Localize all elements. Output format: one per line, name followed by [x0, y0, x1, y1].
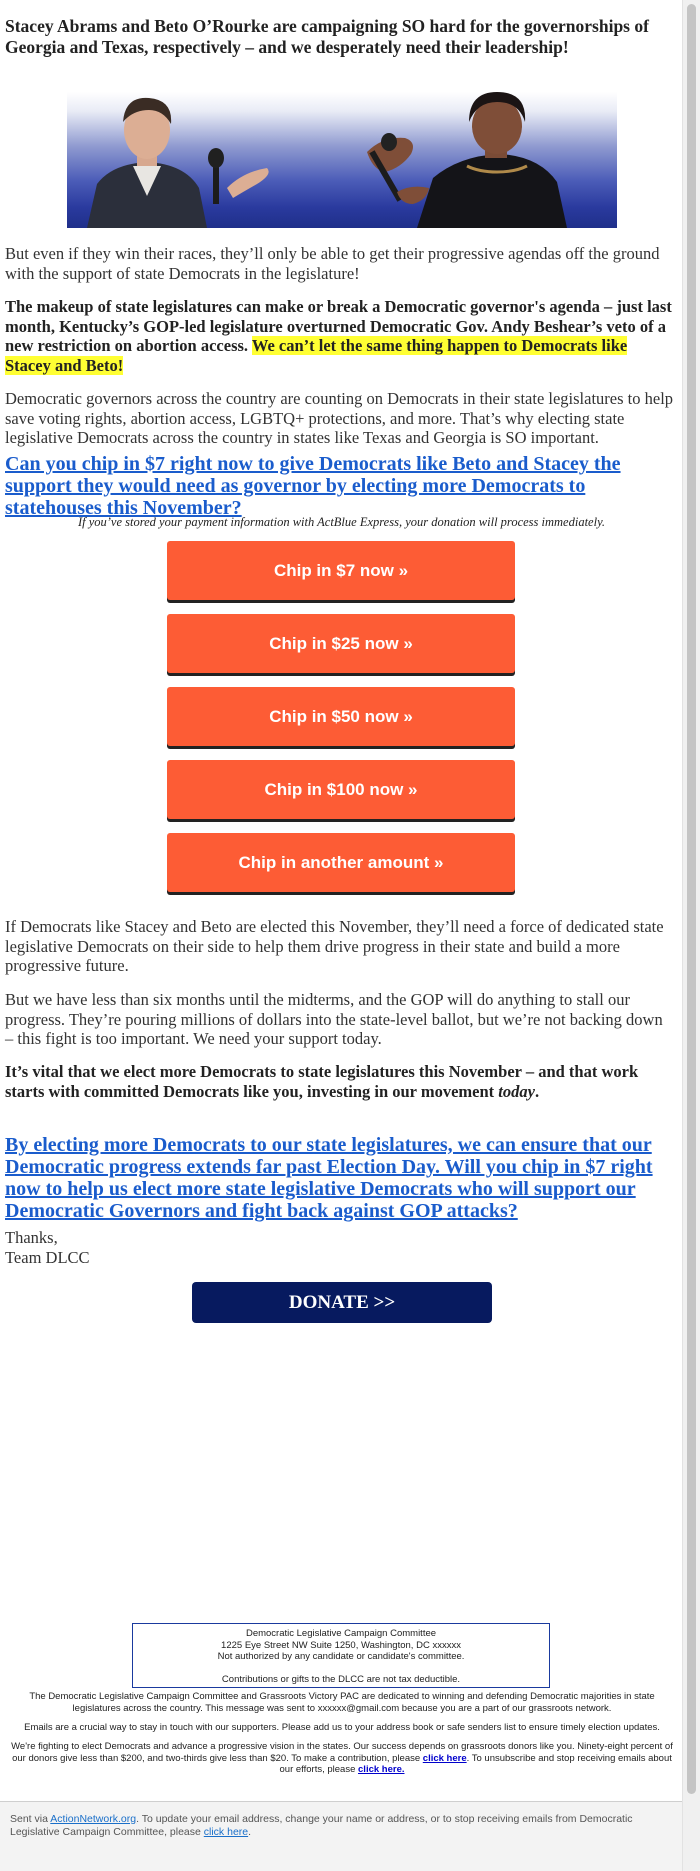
paragraph-4: If Democrats like Stacey and Beto are elected this November, they’ll need a force of dedicated state legislative Democrats on their side to help them drive progress in their state and build a more progressive future. — [5, 917, 664, 975]
footer-emails-text: Emails are a crucial way to stay in touch with our supporters. Please add us to your address book or safe senders list to ensure timely election updates. — [24, 1722, 660, 1733]
chip-50-button[interactable]: Chip in $50 now » — [167, 687, 515, 746]
footer-fighting-1: We're fighting to elect Democrats and advance a progressive vision in the states. Our success depends on grassroots donors like you. Ninety-eight percent of our donors give less than $200, and two-thirds give less than $20. To make a contribution, please — [11, 1741, 673, 1764]
update-preferences-link[interactable]: click here — [203, 1826, 249, 1838]
sent-via-end: . — [248, 1826, 252, 1838]
paragraph-1: But even if they win their races, they’ll only be able to get their progressive agendas off the ground with the support of state Democrats in the legislature! — [5, 244, 660, 283]
footer-fighting-text — [8, 1741, 676, 1776]
donate-button[interactable]: DONATE >> — [192, 1282, 492, 1323]
cta-link-chip-7-bottom[interactable]: By electing more Democrats to our state legislatures, we can ensure that our Democratic progress extends far past Election Day. Will you chip in $7 right now to help us elect more state legislative Democrats who will support our Democratic Governors and fight back against GOP attacks? — [5, 1134, 653, 1222]
sent-via-text — [10, 1813, 675, 1839]
signoff-thanks: Thanks, — [5, 1228, 58, 1247]
footer-tax-note: Contributions or gifts to the DLCC are not tax deductible. — [221, 1673, 461, 1685]
footer-address-box — [132, 1623, 550, 1688]
footer-dedicated-text: The Democratic Legislative Campaign Committee and Grassroots Victory PAC are dedicated to winning and defending Democratic majorities in state legislatures across the country. This message was sent to xxxxxx@gmail.com because you are a part of our grassroots network. — [29, 1691, 655, 1714]
footer-address: 1225 Eye Street NW Suite 1250, Washington, DC xxxxxx — [221, 1639, 461, 1651]
unsubscribe-link[interactable]: click here. — [358, 1764, 405, 1775]
candidates-photo-illustration — [67, 92, 617, 228]
paragraph-6-end: . — [534, 1081, 540, 1101]
hero-image — [67, 92, 617, 228]
beto-figure — [87, 98, 269, 228]
footer-fighting-2: . To unsubscribe and stop receiving emails about our efforts, please — [279, 1752, 672, 1775]
sent-via-prefix: Sent via — [10, 1813, 51, 1825]
headline: Stacey Abrams and Beto O’Rourke are campaigning SO hard for the governorships of Georgia and Texas, respectively – and we desperately need their leadership! — [5, 16, 649, 57]
actblue-express-note: If you’ve stored your payment information with ActBlue Express, your donation will process immediately. — [77, 515, 606, 529]
chip-100-button[interactable]: Chip in $100 now » — [167, 760, 515, 819]
paragraph-5: But we have less than six months until the midterms, and the GOP will do anything to stall our progress. They’re pouring millions of dollars into the state-level ballot, but we’re not backing down – this fight is too important. We need your support today. — [5, 990, 663, 1048]
footer-org-name: Democratic Legislative Campaign Committee — [245, 1628, 437, 1639]
footer-not-authorized: Not authorized by any candidate or candidate's committee. — [217, 1651, 465, 1662]
paragraph-3: Democratic governors across the country are counting on Democrats in their state legislatures to help save voting rights, abortion access, LGBTQ+ protections, and more. That’s why electing state legislative Democrats across the country in states like Texas and Georgia is SO important. — [5, 389, 674, 447]
scrollbar-thumb[interactable] — [687, 4, 696, 1794]
sent-via-middle: . To update your email address, change your name or address, or to stop receiving emails from Democratic Legislative Campaign Committee, please — [10, 1813, 633, 1838]
stacey-figure — [367, 92, 567, 228]
paragraph-6-italic: today — [498, 1081, 535, 1101]
signoff-team: Team DLCC — [5, 1247, 90, 1267]
signoff — [5, 1228, 675, 1267]
paragraph-6 — [5, 1062, 675, 1101]
paragraph-2-text: The makeup of state legislatures can make or break a Democratic governor's agenda – just last month, Kentucky’s GOP-led legislature overturned Democratic Gov. Andy Beshear’s veto of a new restriction on abortion access. — [5, 297, 672, 355]
contribute-link[interactable]: click here — [422, 1752, 467, 1764]
highlighted-text: We can’t let the same thing happen to Democrats like Stacey and Beto! — [5, 336, 628, 375]
paragraph-2 — [5, 297, 675, 375]
chip-25-button[interactable]: Chip in $25 now » — [167, 614, 515, 673]
chip-7-button[interactable]: Chip in $7 now » — [167, 541, 515, 600]
action-network-link[interactable]: ActionNetwork.org — [50, 1813, 137, 1825]
chip-other-amount-button[interactable]: Chip in another amount » — [167, 833, 515, 892]
vertical-scrollbar[interactable] — [682, 0, 700, 1871]
cta-link-chip-7[interactable]: Can you chip in $7 right now to give Democrats like Beto and Stacey the support they would need as governor by electing more Democrats to statehouses this November? — [5, 453, 621, 519]
paragraph-6-text: It’s vital that we elect more Democrats to state legislatures this November – and that work starts with committed Democrats like you, investing in our movement — [5, 1062, 639, 1101]
